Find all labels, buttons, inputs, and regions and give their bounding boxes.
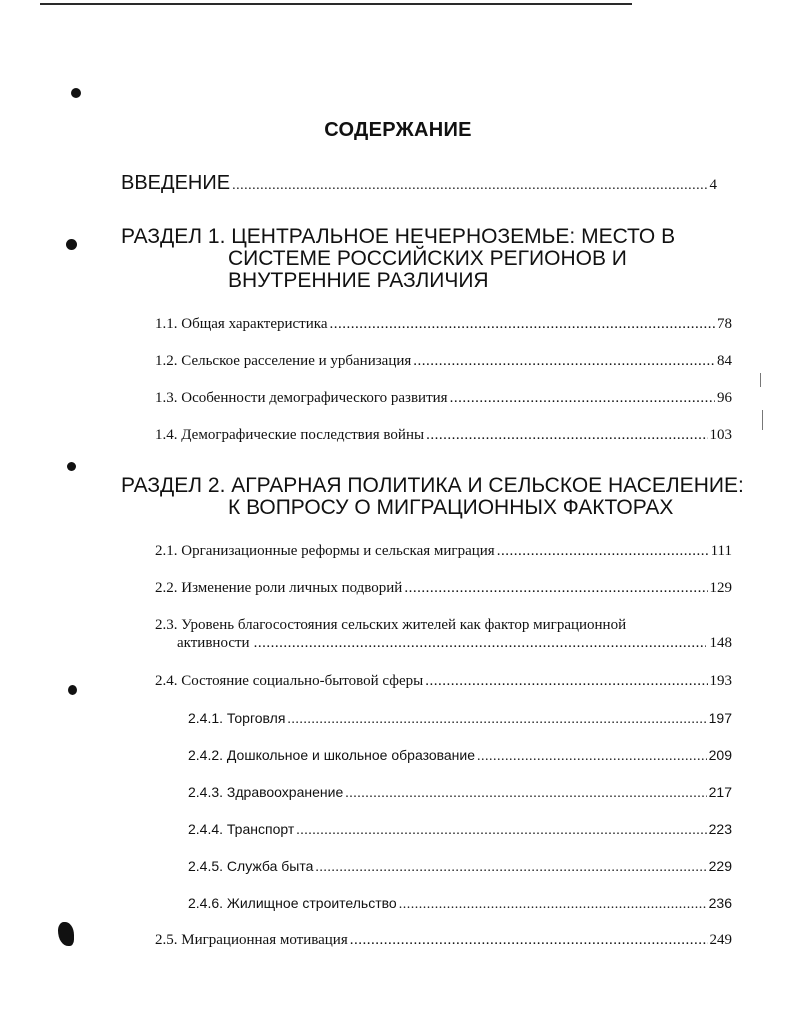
toc-subentry xyxy=(188,858,732,877)
part-heading-line: РАЗДЕЛ 2. АГРАРНАЯ ПОЛИТИКА И СЕЛЬСКОЕ НАСЕЛЕНИЕ: xyxy=(121,474,744,497)
scan-dot-mark xyxy=(67,462,76,471)
toc-page-number: 217 xyxy=(708,784,732,800)
dot-leader xyxy=(254,635,706,653)
toc-entry xyxy=(155,580,732,598)
toc-subentry xyxy=(188,821,732,840)
dot-leader xyxy=(450,390,715,408)
toc-entry-title: 1.1. Общая характеристика xyxy=(155,316,328,332)
toc-entry xyxy=(155,427,732,445)
part-2-heading xyxy=(121,474,744,519)
toc-entry-title: 1.4. Демографические последствия войны xyxy=(155,427,425,443)
toc-page-number: 236 xyxy=(708,895,732,911)
toc-subentry xyxy=(188,710,732,729)
toc-entry xyxy=(155,390,732,408)
dot-leader xyxy=(315,860,706,877)
scan-dot-mark xyxy=(71,88,81,98)
dot-leader xyxy=(287,712,706,729)
toc-subentry xyxy=(188,784,732,803)
dot-leader xyxy=(425,673,707,691)
toc-entry-title: 2.4. Состояние социально-бытовой сферы xyxy=(155,673,424,689)
scan-dot-mark xyxy=(66,239,77,250)
toc-entry-title: 1.2. Сельское расселение и урбанизация xyxy=(155,353,412,369)
toc-entry-continuation xyxy=(155,635,732,653)
toc-entry-title: 2.2. Изменение роли личных подворий xyxy=(155,580,403,596)
dot-leader xyxy=(426,427,707,445)
toc-entry-title: 2.1. Организационные реформы и сельская миграция xyxy=(155,543,495,559)
scan-edge-mark xyxy=(760,373,761,387)
toc-entry-title: 2.4.5. Служба быта xyxy=(188,858,314,874)
toc-page-number: 96 xyxy=(717,390,732,406)
toc-entry xyxy=(155,932,732,950)
dot-leader xyxy=(404,580,707,598)
scan-edge-mark xyxy=(762,410,763,430)
toc-entry-title: 2.4.3. Здравоохранение xyxy=(188,784,344,800)
toc-page-number: 4 xyxy=(709,177,717,193)
contents-heading: СОДЕРЖАНИЕ xyxy=(324,119,472,141)
toc-subentry xyxy=(188,895,732,914)
dot-leader xyxy=(345,786,706,803)
toc-page-number: 209 xyxy=(708,747,732,763)
toc-entry-title: ВВЕДЕНИЕ xyxy=(121,172,231,194)
toc-entry xyxy=(155,543,732,561)
toc-entry xyxy=(155,353,732,371)
toc-page-number: 84 xyxy=(717,353,732,369)
toc-page-number: 229 xyxy=(708,858,732,874)
toc-entry xyxy=(155,673,732,691)
scan-smudge-mark xyxy=(58,922,74,946)
part-heading-line: ВНУТРЕННИЕ РАЗЛИЧИЯ xyxy=(228,269,489,292)
toc-page-number: 103 xyxy=(709,427,732,443)
top-border-line xyxy=(40,3,632,5)
toc-entry-intro xyxy=(121,172,717,195)
toc-page-number: 129 xyxy=(709,580,732,596)
toc-entry-title: 2.3. Уровень благосостояния сельских жителей как фактор миграционной xyxy=(155,617,627,633)
toc-entry-wrapped xyxy=(155,617,732,653)
part-1-heading xyxy=(121,226,741,292)
dot-leader xyxy=(296,823,706,840)
toc-page-number: 223 xyxy=(708,821,732,837)
dot-leader xyxy=(329,316,715,334)
scan-dot-mark xyxy=(68,685,77,695)
dot-leader xyxy=(399,897,707,914)
dot-leader xyxy=(477,749,707,766)
toc-page-number: 148 xyxy=(709,635,732,651)
toc-entry-title: 2.4.4. Транспорт xyxy=(188,821,295,837)
part-heading-line: РАЗДЕЛ 1. ЦЕНТРАЛЬНОЕ НЕЧЕРНОЗЕМЬЕ: МЕСТО В xyxy=(121,225,676,248)
toc-page-number: 111 xyxy=(710,543,732,559)
toc-entry-title: 2.4.1. Торговля xyxy=(188,710,286,726)
part-heading-line: СИСТЕМЕ РОССИЙСКИХ РЕГИОНОВ И xyxy=(228,247,627,270)
toc-entry-title: 2.5. Миграционная мотивация xyxy=(155,932,348,948)
toc-entry-title-continued: активности xyxy=(177,635,250,651)
dot-leader xyxy=(497,543,709,561)
part-heading-line: К ВОПРОСУ О МИГРАЦИОННЫХ ФАКТОРАХ xyxy=(228,496,674,519)
toc-entry-title: 2.4.2. Дошкольное и школьное образование xyxy=(188,747,476,763)
toc-page-number: 197 xyxy=(708,710,732,726)
dot-leader xyxy=(413,353,715,371)
toc-entry-title: 2.4.6. Жилищное строительство xyxy=(188,895,397,911)
toc-subentry xyxy=(188,747,732,766)
toc-page-number: 78 xyxy=(717,316,732,332)
toc-page-number: 249 xyxy=(709,932,732,948)
toc-entry-title: 1.3. Особенности демографического развития xyxy=(155,390,448,406)
dot-leader xyxy=(350,932,708,950)
dot-leader xyxy=(232,178,707,195)
toc-entry xyxy=(155,316,732,334)
toc-page-number: 193 xyxy=(709,673,732,689)
